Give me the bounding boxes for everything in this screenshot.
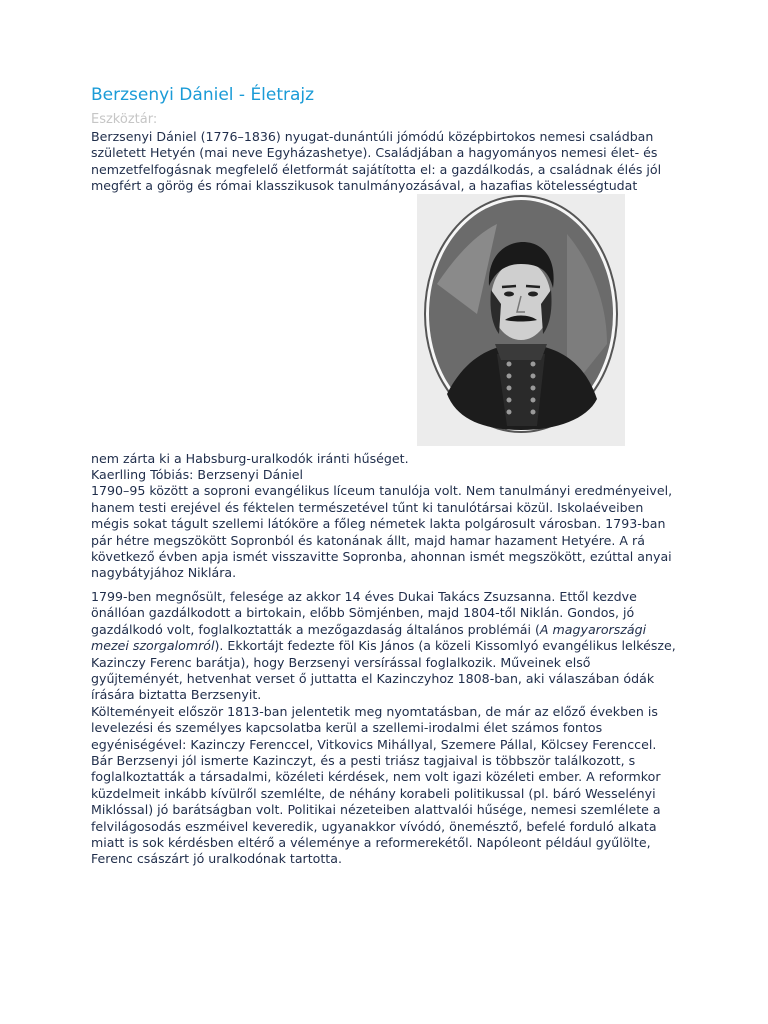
- intro-paragraph: Berzsenyi Dániel (1776–1836) nyugat-dunántúli jómódú középbirtokos nemesi családban született Hetyén (mai neve Egyházashetye). Családjában a hagyományos nemesi élet- és nemzetfelfogásnak megfelelő életformát sajátította el: a gazdálkodás, a családnak élés jól megfért a görög és római klasszikusok tanulmányozásával, a hazafias kötelességtudat: [91, 129, 662, 194]
- book-title: A magyarországi mezei szorgalomról: [91, 621, 647, 654]
- portrait-caption: Kaerlling Tóbiás: Berzsenyi Dániel: [91, 467, 303, 483]
- page-title: Berzsenyi Dániel - Életrajz: [91, 85, 315, 105]
- paragraph-poems: Költeményeit először 1813-ban jelentetik meg nyomtatásban, de már az előző években is levelezési és személyes kapcsolatba kerül a szellemi-irodalmi élet számos fontos egyéniségével: Kazinczy Ferenccel, Vitkovics Mihállyal, Szemere Pállal, Kölcsey Ferenccel. Bár Berzsenyi jól ismerte Kazinczyt, és a pesti triász tagjaival is többször találkozott, s foglalkoztatták a társadalmi, közéleti kérdések, nem volt igazi közéleti ember. A reformkor küzdelmeit inkább kívülről szemlélte, de néhány korabeli politikussal (pl. báró Wesselényi Miklóssal) jó barátságban volt. Politikai nézeteiben alattvalói hűsége, nemesi szemlélete a felvilágosodás eszméivel keveredik, ugyanakkor vívódó, önemésztő, befelé forduló alkata miatt is sok kérdésben eltérő a véleménye a reformerekétől. Napóleont például gyűlölte, Ferenc császárt jó uralkodónak tartotta.: [91, 703, 661, 867]
- portrait-image: [417, 194, 625, 446]
- paragraph-marriage-text-b: ). Ekkortájt fedezte föl Kis János (a közeli Kissomlyó evangélikus lelkésze, Kazinczy Ferenc barátja), hogy Berzsenyi versírással foglalkozik. Műveinek első gyűjteményét, hetvenhat verset ő juttatta el Kazinczyhoz 1808-ban, aki válaszában ódák írására biztatta Berzsenyit.: [91, 638, 676, 703]
- toolbar-label: Eszköztár:: [91, 112, 158, 127]
- paragraph-marriage: [91, 589, 681, 704]
- paragraph-school: 1790–95 között a soproni evangélikus líceum tanulója volt. Nem tanulmányi eredményeivel, hanem testi erejével és féktelen természetével tűnt ki tanulótársai közül. Iskolaéveiben mégis sokat tágult szellemi látóköre a főleg németek lakta polgárosult városban. 1793-ban pár hétre megszökött Sopronból és katonának állt, majd hamar hazament Hetyére. A rá következő évben apja ismét visszavitte Sopronba, ahonnan ismét megszökött, ezúttal anyai nagybátyjához Niklára.: [91, 483, 673, 581]
- paragraph-marriage-text-a: 1799-ben megnősült, felesége az akkor 14 éves Dukai Takács Zsuzsanna. Ettől kezdve önállóan gazdálkodott a birtokain, előbb Sömjénben, majd 1804-től Niklán. Gondos, jó gazdálkodó volt, foglalkoztatták a mezőgazdaság általános problémái (: [91, 588, 637, 637]
- portrait-engraving: [417, 194, 625, 446]
- intro-paragraph-end: nem zárta ki a Habsburg-uralkodók iránti hűséget.: [91, 450, 409, 466]
- document-body: [91, 84, 681, 868]
